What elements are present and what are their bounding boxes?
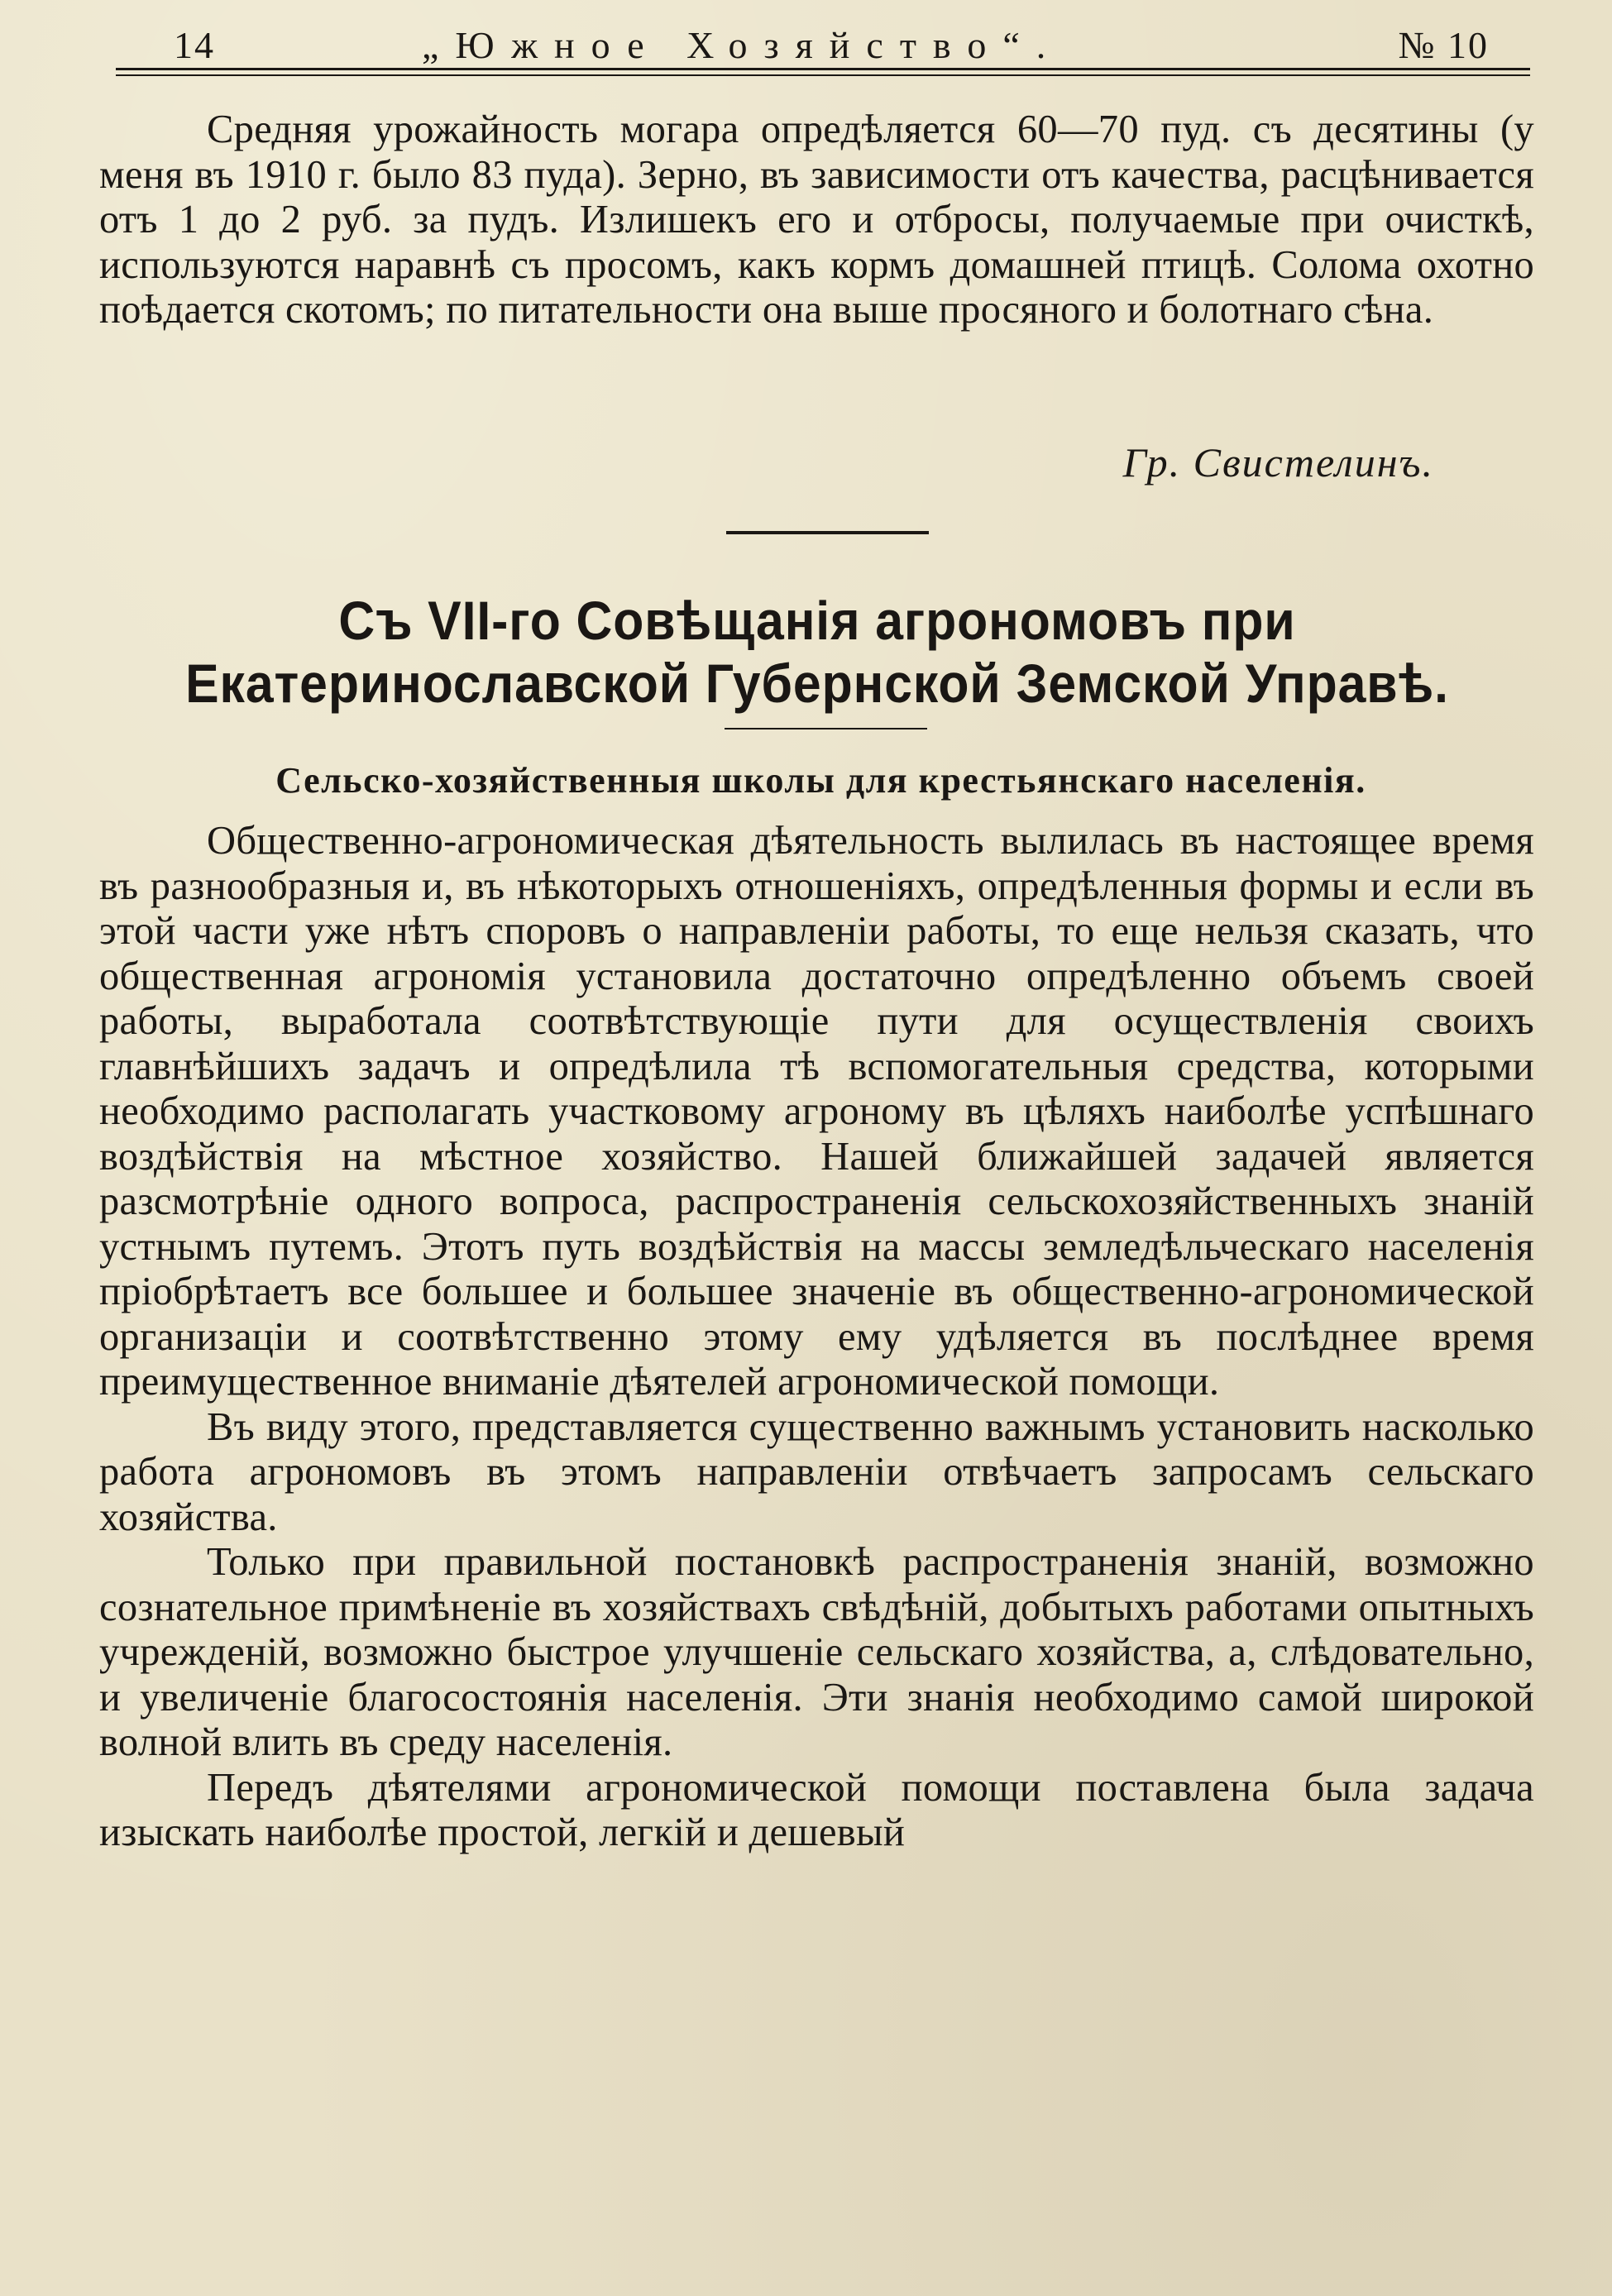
section-divider — [726, 531, 929, 534]
article-subtitle: Сельско-хозяйственныя школы для крестьянскаго населенія. — [275, 760, 1366, 801]
article-title: Съ VII-го Совѣщанія агрономовъ при Екатеринославской Губернской Земской Управѣ. — [185, 590, 1449, 714]
title-divider — [725, 728, 927, 729]
intro-paragraph: Средняя урожайность могара опредѣляется 60—70 пуд. съ десятины (у меня въ 1910 г. было 83 пуда). Зерно, въ зависимости отъ качества, расцѣнивается отъ 1 до 2 руб. за пудъ. Излишекъ его и отбросы, получаемые при очисткѣ, используются наравнѣ съ просомъ, какъ кормъ домашней птицѣ. Солома охотно поѣдается скотомъ; по питательности она выше просяного и болотнаго сѣна. — [99, 108, 1534, 332]
body-paragraph-2: Въ виду этого, представляется существенно важнымъ установить насколько работа агрономовъ въ этомъ направленіи отвѣчаетъ запросамъ сельскаго хозяйства. — [99, 1404, 1534, 1539]
issue-number: № 10 — [1398, 24, 1489, 66]
running-header — [116, 18, 1530, 68]
header-rule — [116, 68, 1530, 70]
body-paragraph-3: Только при правильной постановкѣ распространенія знаній, возможно сознательное примѣненіе въ хозяйствахъ свѣдѣній, добытыхъ работами опытныхъ учрежденій, возможно быстрое улучшеніе сельскаго хозяйства, а, слѣдовательно, и увеличеніе благосостоянія населенія. Эти знанія необходимо самой широкой волной влить въ среду населенія. — [99, 1540, 1534, 1764]
journal-title: „Южное Хозяйство“. — [422, 24, 1063, 66]
article-body — [99, 819, 1534, 1856]
header-rule-double — [116, 74, 1530, 76]
body-paragraph-4: Передъ дѣятелями агрономической помощи поставлена была задача изыскать наиболѣе простой, легкій и дешевый — [99, 1765, 1534, 1854]
intro-text-block — [99, 108, 1534, 333]
author-signature: Гр. Свистелинъ. — [1122, 439, 1434, 486]
body-paragraph-1: Общественно-агрономическая дѣятельность вылилась въ настоящее время въ разнообразныя и, въ нѣкоторыхъ отношеніяхъ, опредѣленныя формы и если въ этой части уже нѣтъ споровъ о направленіи работы, то еще нельзя сказать, что общественная агрономія установила достаточно опредѣленно объемъ своей работы, выработала соотвѣтствующіе пути для осуществленія своихъ главнѣйшихъ задачъ и опредѣлила тѣ вспомогательныя средства, которыми необходимо располагать участковому агроному въ цѣляхъ наиболѣе успѣшнаго воздѣйствія на мѣстное хозяйство. Нашей ближайшей задачей является разсмотрѣніе одного вопроса, распространенія сельскохозяйственныхъ знаній устнымъ путемъ. Этотъ путь воздѣйствія на массы земледѣльческаго населенія пріобрѣтаетъ все большее и большее значеніе въ общественно-агрономической организаціи и соотвѣтственно этому ему удѣляется въ послѣднее время преимущественное вниманіе дѣятелей агрономической помощи. — [99, 819, 1534, 1404]
page-number: 14 — [174, 24, 215, 66]
